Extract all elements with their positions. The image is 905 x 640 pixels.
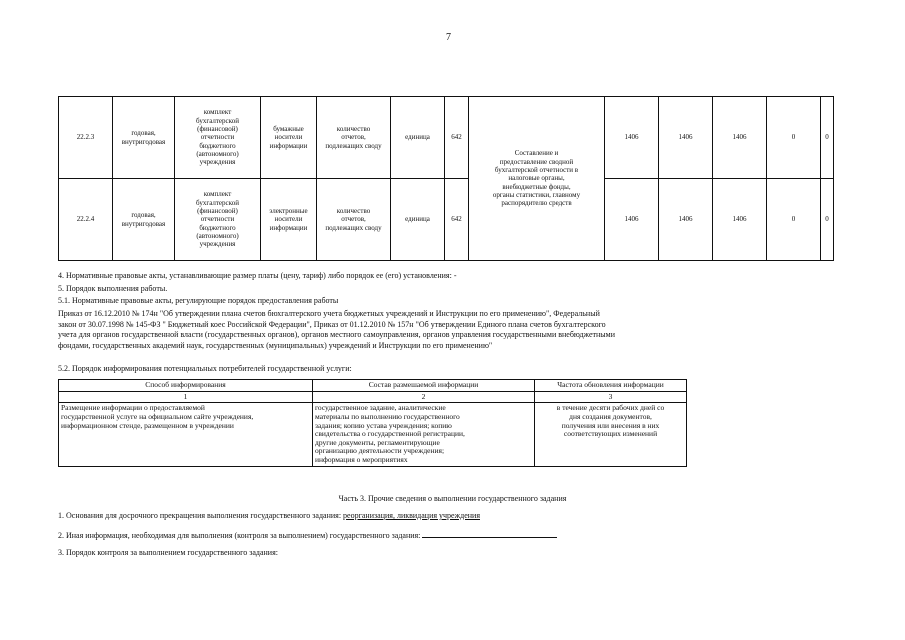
period-line: годовая, [131, 129, 156, 138]
line-2-label: 2. Иная информация, необходимая для выполнения (контроля за выполнением) государственного задания: [58, 531, 421, 540]
document-line: бухгалтерской [196, 198, 239, 207]
cell-line: свидетельства о государственной регистрации, [315, 429, 465, 439]
value-cell: 1406 [713, 179, 767, 261]
value-cell: 0 [821, 179, 834, 261]
cell-line: дня создания документов, [569, 411, 652, 421]
document-line: комплект [203, 190, 232, 199]
value-cell: 1406 [605, 179, 659, 261]
cell-line: соответствующих изменений [563, 429, 658, 439]
cell-line: получения или внесения в них [561, 420, 660, 430]
description-cell [469, 97, 605, 261]
indicator-cell [317, 179, 391, 261]
cell-line: материалы по выполнению государственного [315, 411, 460, 421]
part-3-line-2 [58, 529, 557, 540]
cell-line: государственной услуге на официальном сайте учреждения, [61, 411, 254, 421]
item-4-text: 4. Нормативные правовые акты, устанавливающие размер платы (цену, тариф) либо порядок ее (его) установления: - [58, 271, 457, 280]
document-line: (автономного) [196, 150, 239, 159]
period-line: внутригодовая [121, 137, 166, 146]
description-line: бухгалтерской отчетности в [494, 165, 579, 174]
description-line: налоговые органы, [508, 174, 565, 183]
value-cell: 0 [767, 179, 821, 261]
indicator-line: отчетов, [341, 215, 366, 224]
value-cell: 1406 [713, 97, 767, 179]
table-row [59, 179, 834, 261]
indicator-line: подлежащих своду [325, 141, 382, 150]
document-cell [175, 179, 261, 261]
work-volume-table [58, 96, 834, 261]
column-number: 2 [313, 391, 535, 403]
line-1-label: 1. Основания для досрочного прекращения выполнения государственного задания: [58, 511, 344, 520]
paragraph-line: фондами, государственных академий наук, государственных (муниципальных) учреждений и Инструкции по его применению" [58, 340, 493, 350]
paragraph-line: Приказ от 16.12.2010 № 174н "Об утверждении плана счетов бюхгалтерского учета бюджетных учреждений и Инструкции по его применению", Федеральный [58, 309, 600, 318]
indicator-line: отчетов, [341, 133, 366, 142]
content-cell [313, 403, 535, 466]
row-number: 22.2.3 [59, 97, 113, 179]
table-header-row [59, 380, 687, 392]
indicator-cell [317, 97, 391, 179]
method-cell [59, 403, 313, 466]
column-number: 3 [535, 391, 687, 403]
media-line: информации [269, 223, 308, 232]
media-line: носители [274, 133, 303, 142]
cell-line: другие документы, регламентирующие [315, 437, 440, 447]
termination-grounds: реорганизация, ликвидация учреждения [343, 511, 480, 520]
description-line: органы статистики, главному [492, 191, 581, 200]
item-5-text: 5. Порядок выполнения работы. [58, 284, 168, 293]
cell-line: Размещение информации о предоставляемой [61, 403, 205, 413]
paragraph-line: закон от 30.07.1998 № 145-ФЗ " Бюджетный коес Российской Федерации", Приказ от 01.12.2010 № 157н "Об утверждении Единого плана счетов бухгалтерского [58, 319, 606, 329]
document-line: (финансовой) [197, 206, 238, 215]
period-line: внутригодовая [121, 219, 166, 228]
column-header: Частота обновления информации [535, 380, 687, 392]
media-line: бумажные [273, 124, 304, 133]
description-line: внебюджетные фонды, [502, 182, 571, 191]
value-cell: 0 [821, 97, 834, 179]
okei-code-cell: 642 [445, 179, 469, 261]
item-5-1-text: 5.1. Нормативные правовые акты, регулирующие порядок предоставления работы [58, 296, 339, 305]
period-line: годовая, [131, 211, 156, 220]
indicator-line: подлежащих своду [325, 223, 382, 232]
period-cell [113, 179, 175, 261]
document-line: (автономного) [196, 232, 239, 241]
media-cell [261, 179, 317, 261]
informing-table [58, 379, 687, 467]
blank-field-line [422, 529, 557, 538]
column-header: Способ информирования [59, 380, 313, 392]
description-line: распорядителю средств [501, 199, 572, 208]
part-3-line-1 [58, 511, 480, 520]
indicator-line: количество [336, 206, 371, 215]
media-line: информации [269, 141, 308, 150]
cell-line: государственное задание, аналитические [315, 403, 446, 413]
document-line: бухгалтерской [196, 116, 239, 125]
cell-line: информация о мероприятиях [315, 455, 408, 464]
document-line: (финансовой) [197, 124, 238, 133]
table-row [59, 403, 687, 466]
document-line: отчетности [200, 133, 235, 142]
cell-line: информационном стенде, размещенном в учреждении [61, 420, 234, 430]
table-row [59, 97, 834, 179]
document-line: учреждения [199, 240, 236, 249]
paragraph-line: учета для органов государственной власти (государственных органов), органов местного самоуправления, органов управления государственными внебюджетными [58, 330, 616, 339]
part-3-line-3: 3. Порядок контроля за выполнением государственного задания: [58, 548, 278, 557]
description-line: предоставление сводной [499, 157, 574, 166]
value-cell: 1406 [659, 97, 713, 179]
cell-line: организацию деятельности учреждения; [315, 446, 445, 456]
document-line: учреждения [199, 158, 236, 167]
document-line: бюджетного [199, 141, 236, 150]
page-number: 7 [446, 32, 451, 43]
unit-cell: единица [391, 97, 445, 179]
cell-line: в течение десяти рабочих дней со [556, 403, 665, 413]
indicator-line: количество [336, 124, 371, 133]
value-cell: 1406 [659, 179, 713, 261]
document-cell [175, 97, 261, 179]
column-number-row [59, 391, 687, 403]
item-5-2-text: 5.2. Порядок информирования потенциальных потребителей государственной услуги: [58, 364, 352, 373]
media-cell [261, 97, 317, 179]
document-line: бюджетного [199, 223, 236, 232]
value-cell: 1406 [605, 97, 659, 179]
column-number: 1 [59, 391, 313, 403]
row-number: 22.2.4 [59, 179, 113, 261]
period-cell [113, 97, 175, 179]
frequency-cell [535, 403, 687, 466]
part-3-title: Часть 3. Прочие сведения о выполнении государственного задания [338, 494, 567, 503]
media-line: электронные [269, 206, 308, 215]
document-line: комплект [203, 108, 232, 117]
okei-code-cell: 642 [445, 97, 469, 179]
description-line: Составление и [514, 149, 559, 158]
document-line: отчетности [200, 215, 235, 224]
unit-cell: единица [391, 179, 445, 261]
value-cell: 0 [767, 97, 821, 179]
media-line: носители [274, 215, 303, 224]
cell-line: задания; копию устава учреждения; копию [315, 420, 452, 430]
normative-acts-paragraph [58, 309, 748, 351]
column-header: Состав размешаемой информации [313, 380, 535, 392]
